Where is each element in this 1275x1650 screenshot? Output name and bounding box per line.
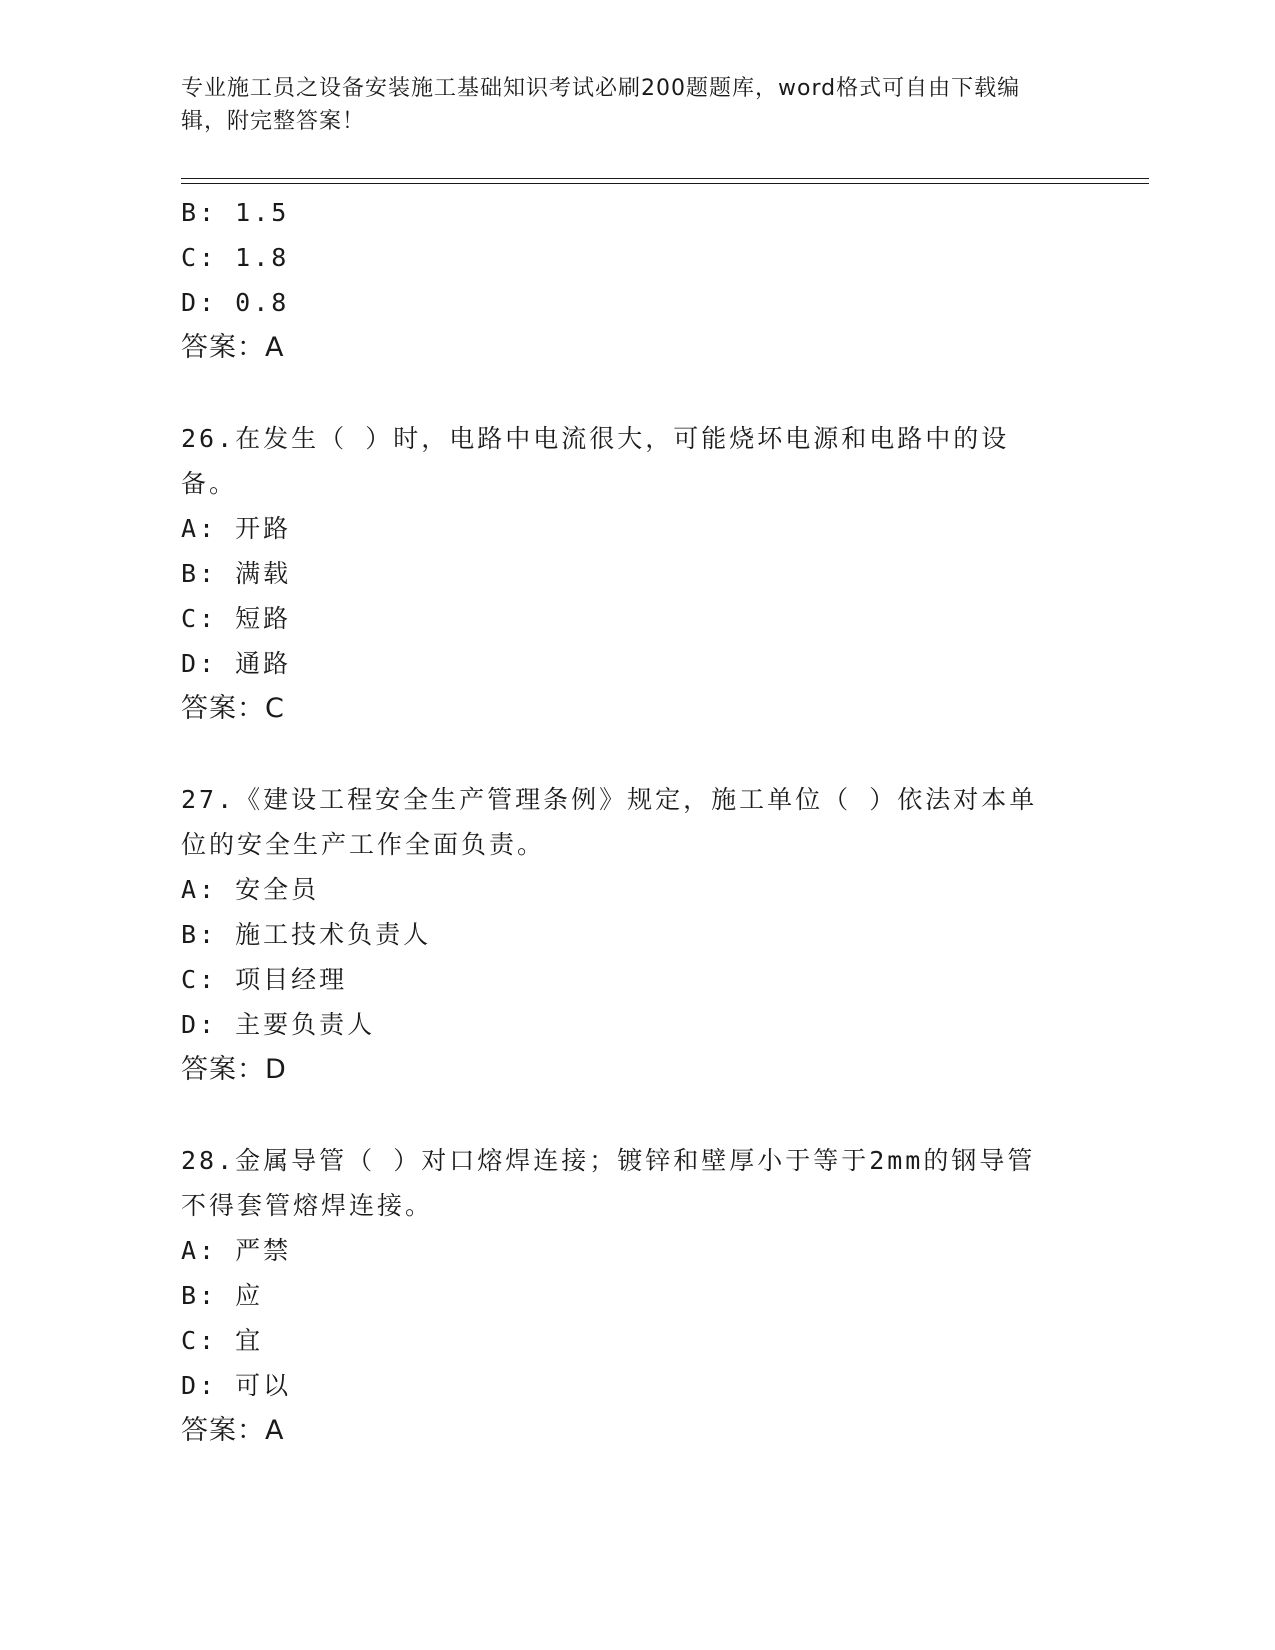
option-a: A: 严禁: [181, 1236, 292, 1265]
option-b: B: 1.5: [181, 198, 290, 227]
document-title: 专业施工员之设备安装施工基础知识考试必刷200题题库，word格式可自由下载编辑，附完整答案！: [181, 76, 1021, 134]
option-b: B: 满载: [181, 559, 292, 588]
answer: 答案：D: [181, 1054, 287, 1085]
option-b: B: 施工技术负责人: [181, 920, 432, 949]
question-stem: 28.金属导管（ ）对口熔焊连接；镀锌和壁厚小于等于2mm的钢导管不得套管熔焊连接。: [181, 1146, 1036, 1220]
question-27: [181, 777, 1061, 1092]
option-d: D: 通路: [181, 649, 292, 678]
option-b: B: 应: [181, 1281, 264, 1310]
question-25-continued: [181, 190, 1061, 370]
question-26: [181, 416, 1061, 731]
header-divider: [181, 178, 1149, 184]
option-d: D: 0.8: [181, 288, 290, 317]
option-d: D: 主要负责人: [181, 1010, 376, 1039]
option-c: C: 1.8: [181, 243, 290, 272]
question-list: [181, 190, 1061, 1453]
question-stem: 27.《建设工程安全生产管理条例》规定，施工单位（ ）依法对本单位的安全生产工作全面负责。: [181, 785, 1038, 859]
answer: 答案：C: [181, 693, 285, 724]
answer: 答案：A: [181, 1415, 285, 1446]
option-c: C: 短路: [181, 604, 292, 633]
question-stem: 26.在发生（ ）时，电路中电流很大，可能烧坏电源和电路中的设备。: [181, 424, 1010, 498]
page-header: [181, 72, 1061, 138]
question-28: [181, 1138, 1061, 1453]
option-c: C: 项目经理: [181, 965, 348, 994]
option-a: A: 安全员: [181, 875, 320, 904]
option-a: A: 开路: [181, 514, 292, 543]
answer: 答案：A: [181, 332, 285, 363]
option-d: D: 可以: [181, 1371, 292, 1400]
option-c: C: 宜: [181, 1326, 264, 1355]
